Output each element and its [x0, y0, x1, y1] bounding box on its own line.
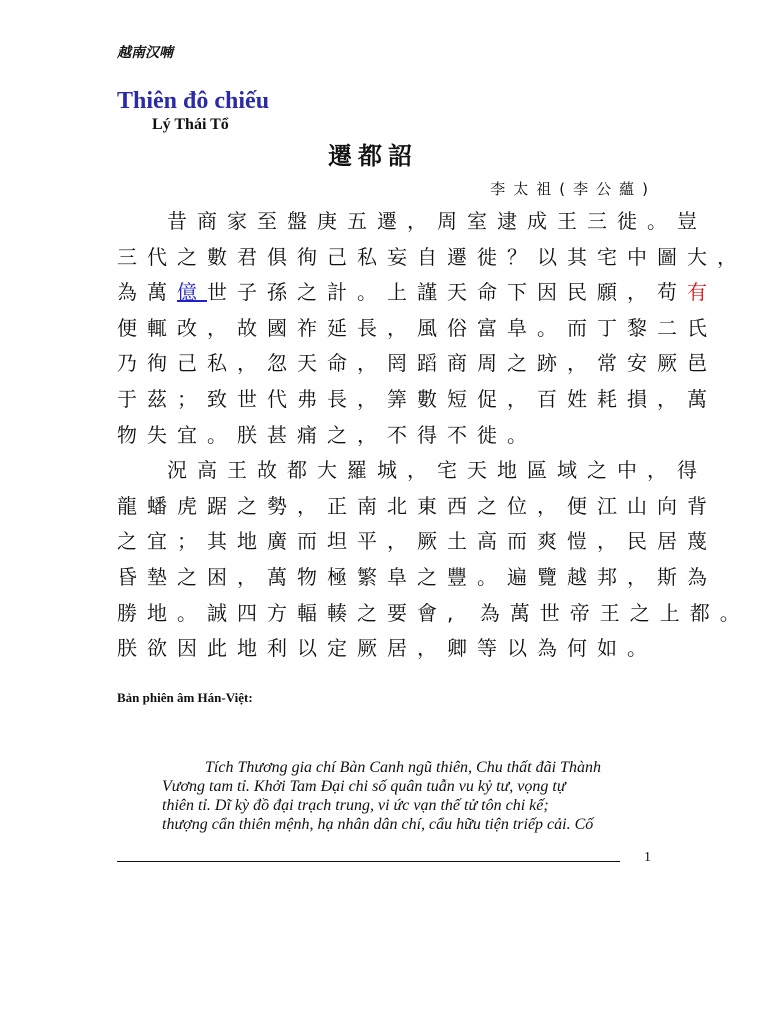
han-text-span: 世子孫之計。上謹天命下因民願，苟 — [207, 280, 687, 305]
title-han: 遷都詔 — [328, 141, 418, 170]
page-number: 1 — [644, 850, 651, 865]
han-text-body — [117, 204, 750, 667]
author-han: 李太祖(李公蘊) — [490, 180, 656, 198]
author-vietnamese: Lý Thái Tổ — [152, 116, 229, 133]
title-vietnamese: Thiên đô chiếu — [117, 88, 270, 114]
han-line — [117, 275, 717, 311]
footer-rule — [117, 861, 620, 862]
viet-line: thượng cẩn thiên mệnh, hạ nhân dân chí, cẩu hữu tiện triếp cải. Cố — [162, 816, 594, 833]
han-line: 昏墊之困，萬物極繁阜之豐。遍覽越邦，斯為 — [117, 564, 717, 589]
han-line: 乃徇己私，忽天命，罔蹈商周之跡，常安厥邑 — [117, 351, 717, 376]
han-line: 龍蟠虎踞之勢，正南北東西之位，便江山向背 — [117, 493, 717, 518]
han-line: 物失宜。朕甚痛之，不得不徙。 — [117, 422, 537, 447]
han-line: 于茲；致世代弗長，筭數短促，百姓耗損，萬 — [117, 386, 717, 411]
viet-line: Vương tam tỉ. Khởi Tam Đại chi số quân tuẫn vu kỷ tư, vọng tự — [162, 778, 566, 795]
han-word-highlight: 有 — [687, 280, 717, 305]
han-text-span: 為萬 — [117, 280, 177, 305]
han-line: 便輒改，故國祚延長，風俗富阜。而丁黎二氏 — [117, 315, 717, 340]
viet-text-body — [162, 758, 652, 834]
han-line: 況高王故都大羅城，宅天地區域之中，得 — [167, 458, 707, 483]
viet-line: Tích Thương gia chí Bàn Canh ngũ thiên, Chu thất đãi Thành — [205, 759, 601, 776]
section-heading: Bản phiên âm Hán-Việt: — [117, 690, 253, 705]
han-line: 昔商家至盤庚五遷，周室逮成王三徙。豈 — [167, 209, 707, 233]
han-line: 勝地。誠四方輻輳之要會, 為萬世帝王之上都。 — [117, 600, 750, 625]
han-line: 朕欲因此地利以定厥居，卿等以為何如。 — [117, 636, 657, 661]
han-word-link[interactable]: 億 — [177, 280, 207, 305]
running-head: 越南汉喃 — [117, 45, 173, 61]
han-line: 之宜；其地廣而坦平，厥土高而爽愷，民居蔑 — [117, 529, 717, 554]
han-line: 三代之數君俱徇己私妄自遷徙？以其宅中圖大， — [117, 244, 747, 269]
viet-line: thiên tỉ. Dĩ kỳ đồ đại trạch trung, vi ức vạn thế tử tôn chi kế; — [162, 797, 549, 814]
